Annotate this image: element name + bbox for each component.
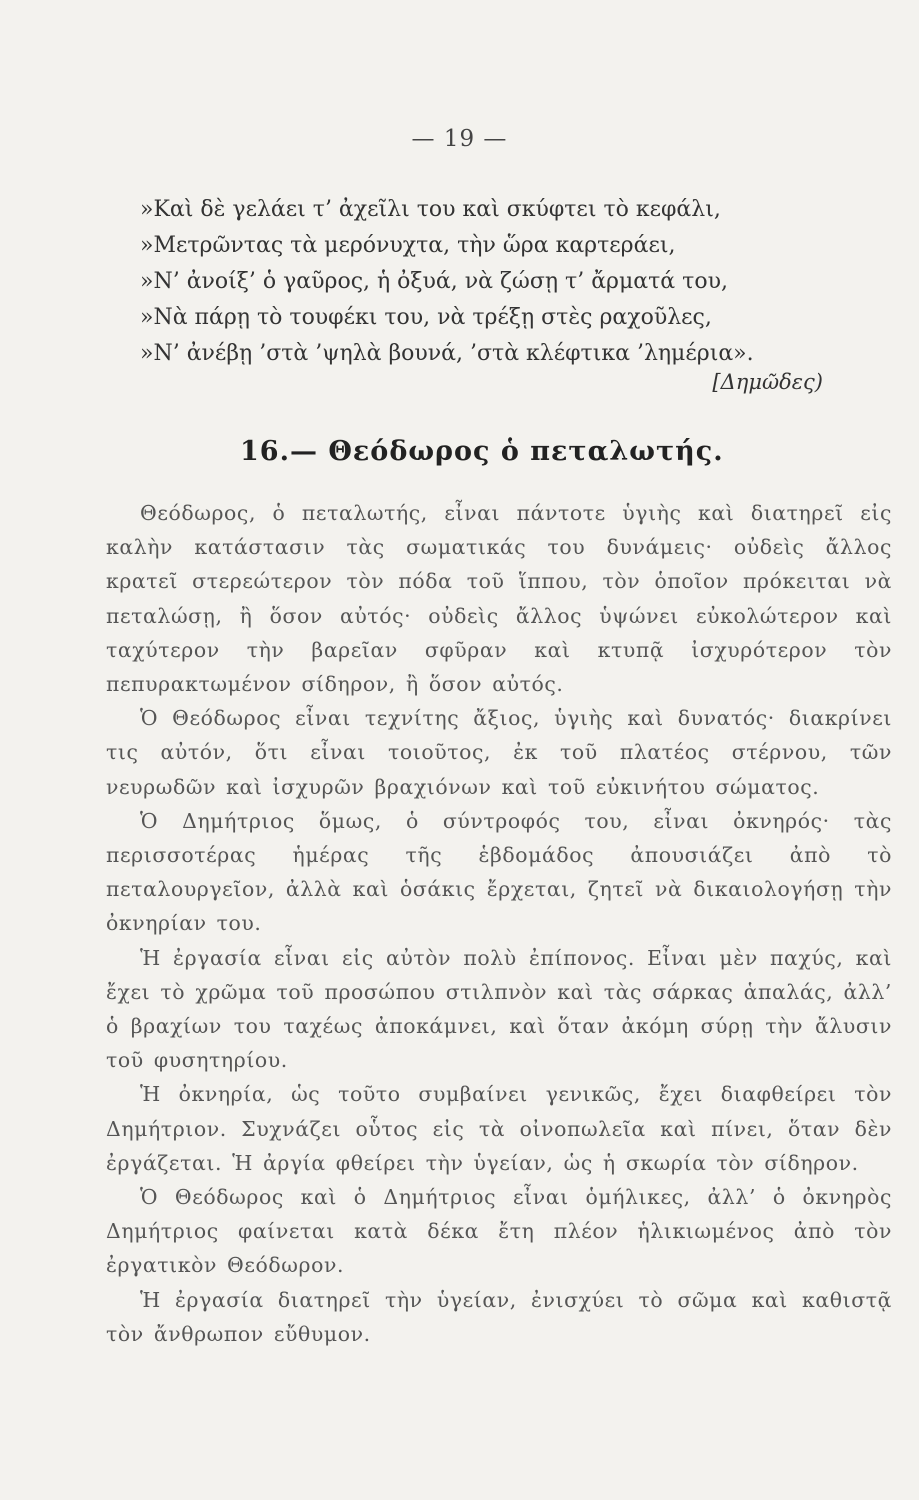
- paragraph: Ὁ Θεόδωρος καὶ ὁ Δημήτριος εἶναι ὁμήλικες, ἀλλ’ ὁ ὀκνηρὸς Δημήτριος φαίνεται κατὰ δέκα ἔτη πλέον ἡλικιωμένος ἀπὸ τὸν ἐργατικὸν Θεόδωρον.: [106, 1185, 892, 1278]
- paragraph: Ἡ ἐργασία εἶναι εἰς αὐτὸν πολὺ ἐπίπονος. Εἶναι μὲν παχύς, καὶ ἔχει τὸ χρῶμα τοῦ προσώπου στιλπνὸν καὶ τὰς σάρκας ἁπαλάς, ἀλλ’ ὁ βραχίων του ταχέως ἀποκάμνει, καὶ ὅταν ἀκόμη σύρῃ τὴν ἄλυσιν τοῦ φυσητηρίου.: [106, 945, 892, 1073]
- body-text: [106, 496, 892, 1351]
- paragraph: Θεόδωρος, ὁ πεταλωτής, εἶναι πάντοτε ὑγιὴς καὶ διατηρεῖ εἰς καλὴν κατάστασιν τὰς σωματικάς του δυνάμεις· οὐδεὶς ἄλλος κρατεῖ στερεώτερον τὸν πόδα τοῦ ἵππου, τὸν ὁποῖον πρόκειται νὰ πεταλώσῃ, ἢ ὅσον αὐτός· οὐδεὶς ἄλλος ὑψώνει εὐκολώτερον καὶ ταχύτερον τὴν βαρεῖαν σφῦραν καὶ κτυπᾷ ἰσχυρότερον τὸν πεπυρακτωμένον σίδηρον, ἢ ὅσον αὐτός.: [106, 501, 892, 697]
- poem-line: »Μετρῶντας τὰ μερόνυχτα, τὴν ὥρα καρτεράει,: [140, 233, 676, 258]
- poem-line: »Νὰ πάρῃ τὸ τουφέκι του, νὰ τρέξῃ στὲς ραχοῦλες,: [140, 305, 712, 330]
- paragraph: Ὁ Δημήτριος ὅμως, ὁ σύντροφός του, εἶναι ὀκνηρός· τὰς περισσοτέρας ἡμέρας τῆς ἑβδομάδος ἀπουσιάζει ἀπὸ τὸ πεταλουργεῖον, ἀλλὰ καὶ ὁσάκις ἔρχεται, ζητεῖ νὰ δικαιολογήσῃ τὴν ὀκνηρίαν του.: [106, 808, 892, 936]
- page-number: — 19 —: [411, 126, 508, 152]
- poem-line: »Ν’ ἀνοίξ’ ὁ γαῦρος, ἡ ὀξυά, νὰ ζώσῃ τ’ ἄρματά του,: [140, 269, 728, 294]
- chapter-heading: 16.— Θεόδωρος ὁ πεταλωτής.: [240, 436, 724, 467]
- poem-stanza: [140, 192, 860, 372]
- poem-line: »Καὶ δὲ γελάει τ’ ἀχεῖλι του καὶ σκύφτει τὸ κεφάλι,: [140, 197, 721, 222]
- paragraph: Ὁ Θεόδωρος εἶναι τεχνίτης ἄξιος, ὑγιὴς καὶ δυνατός· διακρίνει τις αὐτόν, ὅτι εἶναι τοιοῦτος, ἐκ τοῦ πλατέος στέρνου, τῶν νευρωδῶν καὶ ἰσχυρῶν βραχιόνων καὶ τοῦ εὐκινήτου σώματος.: [106, 706, 892, 799]
- poem-line: »Ν’ ἀνέβῃ ’στὰ ’ψηλὰ βουνά, ’στὰ κλέφτικα ’λημέρια».: [140, 341, 754, 366]
- poem-attribution: [Δημῶδες): [712, 370, 823, 394]
- paragraph: Ἡ ἐργασία διατηρεῖ τὴν ὑγείαν, ἐνισχύει τὸ σῶμα καὶ καθιστᾷ τὸν ἄνθρωπον εὔθυμον.: [106, 1287, 892, 1346]
- paragraph: Ἡ ὀκνηρία, ὡς τοῦτο συμβαίνει γενικῶς, ἔχει διαφθείρει τὸν Δημήτριον. Συχνάζει οὗτος εἰς τὰ οἰνοπωλεῖα καὶ πίνει, ὅταν δὲν ἐργάζεται. Ἡ ἀργία φθείρει τὴν ὑγείαν, ὡς ἡ σκωρία τὸν σίδηρον.: [106, 1082, 892, 1175]
